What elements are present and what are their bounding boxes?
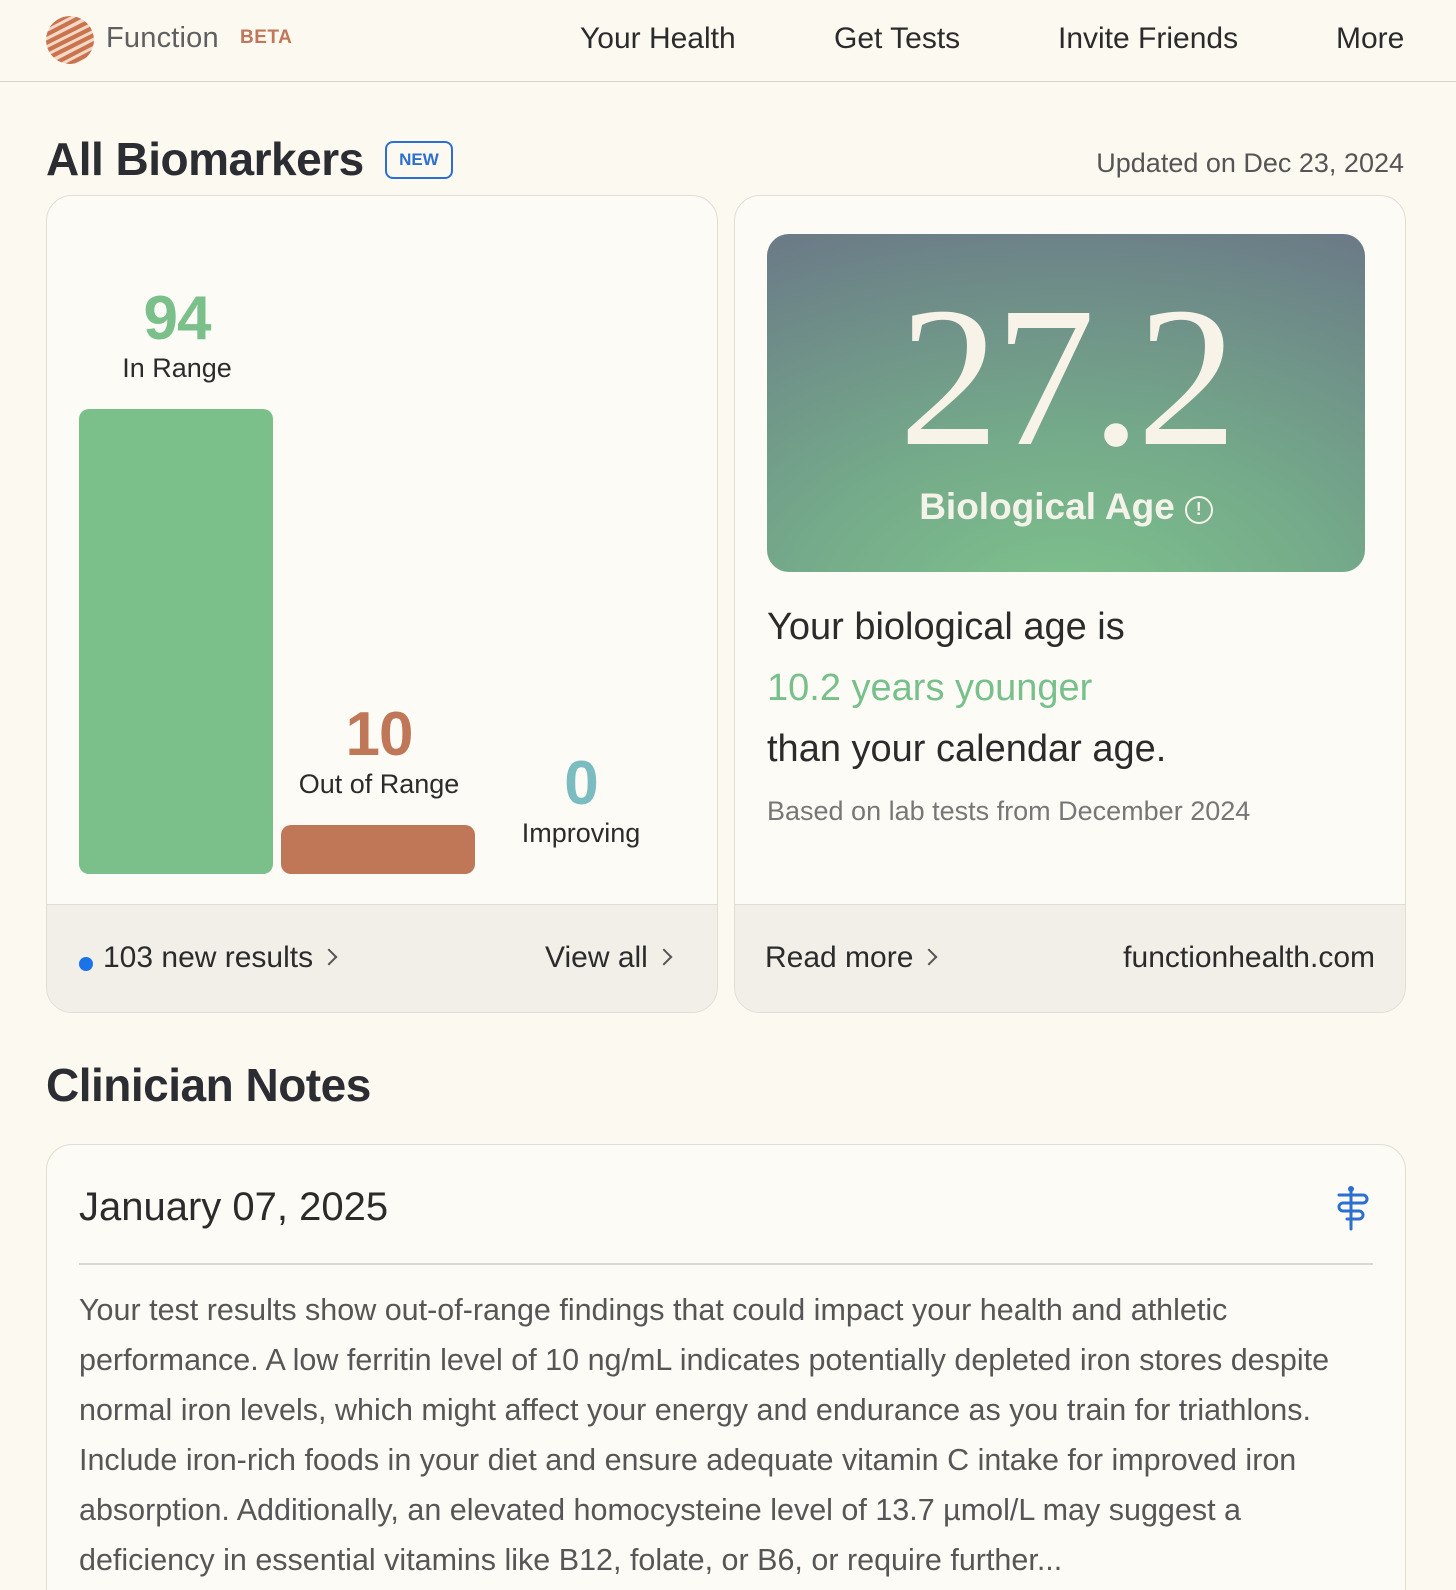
- chart-label-1: Out of Range: [298, 769, 460, 799]
- info-icon[interactable]: !: [1185, 496, 1213, 524]
- read-more-link[interactable]: [765, 941, 935, 975]
- note-date: January 07, 2025: [79, 1185, 389, 1229]
- biological-age-label-row: [767, 486, 1365, 528]
- beta-badge: BETA: [240, 27, 293, 48]
- biological-age-label: Biological Age: [919, 486, 1175, 527]
- biological-age-panel: [767, 234, 1365, 572]
- site-link[interactable]: functionhealth.com: [1123, 941, 1375, 974]
- chart-label-2: Improving: [521, 818, 641, 848]
- chevron-right-icon: [655, 949, 672, 966]
- chart-label-0: In Range: [122, 353, 232, 383]
- bio-age-line-1: Your biological age is: [767, 606, 1125, 648]
- biomarkers-title: All Biomarkers: [46, 133, 364, 185]
- new-results-label: 103 new results: [103, 941, 314, 974]
- chart-value-0: 94: [143, 284, 211, 353]
- bio-age-line-3: than your calendar age.: [767, 728, 1167, 770]
- updated-date: Updated on Dec 23, 2024: [1096, 148, 1404, 178]
- nav-get-tests[interactable]: Get Tests: [834, 22, 961, 55]
- chart-value-2: 0: [564, 749, 598, 818]
- new-results-dot-icon: [79, 957, 93, 971]
- chevron-right-icon: [921, 949, 938, 966]
- note-body: Your test results show out-of-range findings that could impact your health and athletic performance. A low ferritin level of 10 ng/mL indicates potentially depleted iron stores despite normal iron levels, which might affect your energy and endurance as you train for triathlons. Include iron-rich foods in your diet and ensure adequate vitamin C intake for improved iron absorption. Additionally, an elevated homocysteine level of 13.7 µmol/L may suggest a deficiency in essential vitamins like B12, folate, or B6, or require further...: [79, 1293, 1330, 1577]
- biomarkers-card[interactable]: [46, 195, 718, 1013]
- nav-your-health[interactable]: Your Health: [580, 22, 736, 55]
- new-results-link[interactable]: [103, 941, 335, 975]
- caduceus-icon: [1331, 1185, 1371, 1233]
- new-badge: NEW: [385, 141, 453, 179]
- clinician-note-card[interactable]: [46, 1144, 1406, 1590]
- chart-bar-in-range: [79, 409, 273, 874]
- function-logo-icon[interactable]: [46, 16, 94, 64]
- biomarker-bar-chart: [47, 196, 718, 906]
- chart-value-1: 10: [345, 700, 413, 769]
- nav-more[interactable]: More: [1336, 22, 1405, 55]
- brand-name[interactable]: Function: [106, 22, 219, 54]
- biological-age-card-footer: [735, 904, 1405, 1012]
- biological-age-value: 27.2: [899, 267, 1233, 488]
- read-more-label: Read more: [765, 941, 914, 974]
- chart-bar-out-of-range: [281, 825, 475, 874]
- clinician-notes-title: Clinician Notes: [46, 1059, 371, 1111]
- view-all-link[interactable]: [545, 941, 670, 975]
- top-nav: [0, 0, 1456, 82]
- note-divider: [79, 1263, 1373, 1265]
- nav-invite-friends[interactable]: Invite Friends: [1058, 22, 1239, 55]
- chevron-right-icon: [321, 949, 338, 966]
- biological-age-card[interactable]: [734, 195, 1406, 1013]
- biomarkers-card-footer: [47, 904, 717, 1012]
- view-all-label: View all: [545, 941, 648, 974]
- bio-age-difference: 10.2 years younger: [767, 667, 1093, 709]
- bio-age-based-on: Based on lab tests from December 2024: [767, 796, 1251, 826]
